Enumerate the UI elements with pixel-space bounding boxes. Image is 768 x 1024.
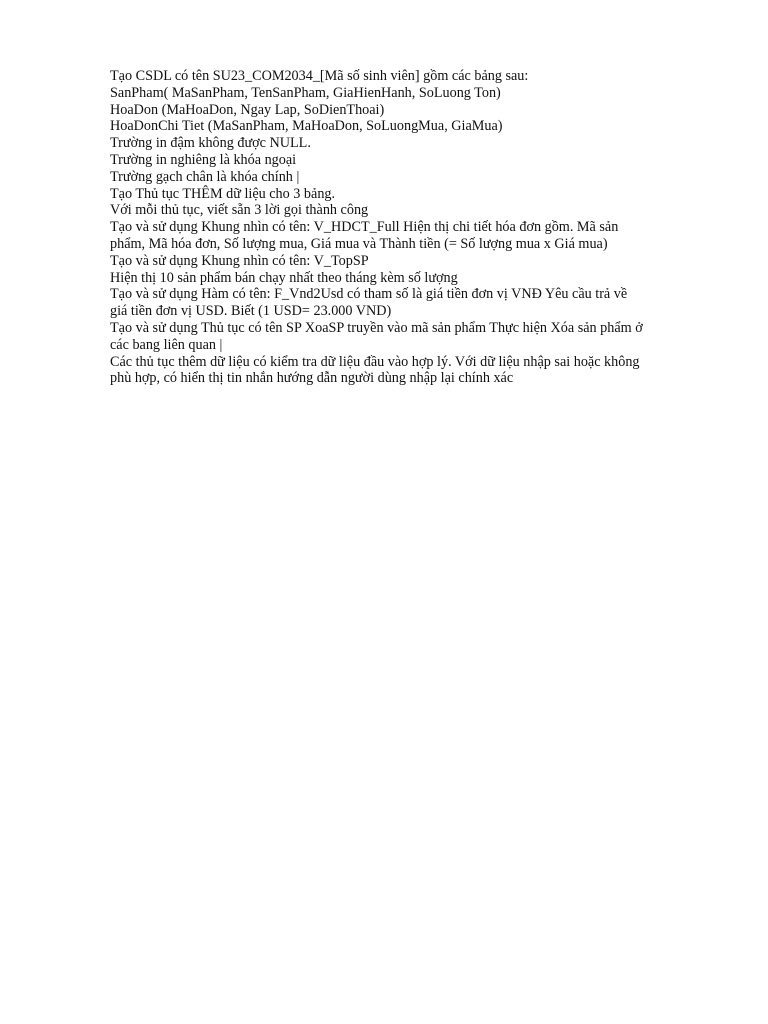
text-line: Tạo CSDL có tên SU23_COM2034_[Mã số sinh viên] gồm các bảng sau: — [110, 68, 529, 84]
document-body — [110, 68, 710, 387]
text-line: Với mỗi thủ tục, viết sẵn 3 lời gọi thành công — [110, 202, 369, 219]
text-line: phù hợp, có hiển thị tin nhắn hướng dẫn người dùng nhập lại chính xác — [110, 370, 514, 387]
text-line: Tạo và sử dụng Khung nhìn có tên: V_HDCT_Full Hiện thị chi tiết hóa đơn gồm. Mã sản — [110, 219, 619, 236]
text-line: Tạo và sử dụng Khung nhìn có tên: V_TopSP — [110, 252, 369, 269]
text-line: phẩm, Mã hóa đơn, Số lượng mua, Giá mua và Thành tiền (= Số lượng mua x Giá mua) — [110, 235, 608, 252]
text-line: Trường gạch chân là khóa chính | — [110, 168, 300, 185]
text-line: giá tiền đơn vị USD. Biết (1 USD= 23.000 VND) — [110, 303, 392, 320]
text-line: Trường in nghiêng là khóa ngoại — [110, 151, 297, 168]
text-line: Trường in đậm không được NULL. — [110, 135, 311, 152]
text-line: Các thủ tục thêm dữ liệu có kiểm tra dữ liệu đầu vào hợp lý. Với dữ liệu nhập sai hoặc không — [110, 353, 640, 370]
text-line: HoaDon (MaHoaDon, Ngay Lap, SoDienThoai) — [110, 101, 385, 118]
text-line: HoaDonChi Tiet (MaSanPham, MaHoaDon, SoLuongMua, GiaMua) — [110, 118, 503, 135]
text-line: Tạo và sử dụng Thủ tục có tên SP XoaSP truyền vào mã sản phẩm Thực hiện Xóa sản phẩm ở — [110, 319, 643, 336]
text-line: các bang liên quan | — [110, 336, 223, 353]
text-line: Tạo Thủ tục THÊM dữ liệu cho 3 bảng. — [110, 185, 336, 202]
text-line: Hiện thị 10 sản phẩm bán chạy nhất theo tháng kèm số lượng — [110, 269, 458, 286]
text-line: SanPham( MaSanPham, TenSanPham, GiaHienHanh, SoLuong Ton) — [110, 84, 501, 101]
text-line: Tạo và sử dụng Hàm có tên: F_Vnd2Usd có tham số là giá tiền đơn vị VNĐ Yêu cầu trả về — [110, 286, 628, 303]
